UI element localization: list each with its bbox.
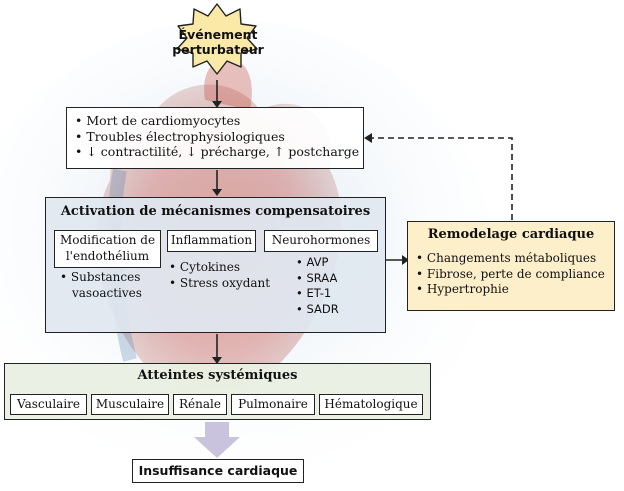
systemic-item-pulmonaire: Pulmonaire — [231, 394, 315, 415]
effects-box — [66, 107, 364, 169]
endothelium-box — [54, 230, 161, 268]
inflammation-list — [169, 260, 270, 291]
effects-list — [75, 113, 359, 160]
neurohormone-item: • ET-1 — [296, 286, 339, 302]
remodeling-item: • Changements métaboliques — [416, 251, 605, 267]
systemic-item-renale: Rénale — [173, 394, 227, 415]
neurohormones-label: Neurohormones — [271, 233, 371, 247]
remodeling-item: • Fibrose, perte de compliance — [416, 267, 605, 283]
outcome-box — [132, 459, 304, 483]
event-label-line1: Événement — [178, 27, 258, 42]
remodeling-title: Remodelage cardiaque — [427, 227, 595, 242]
compensation-box — [45, 197, 386, 333]
endothelium-label-line2: l'endothélium — [65, 249, 150, 263]
systemic-item-musculaire: Musculaire — [91, 394, 169, 415]
remodeling-list — [416, 251, 605, 298]
systemic-item-vasculaire: Vasculaire — [10, 394, 87, 415]
inflammation-box — [167, 230, 256, 252]
neurohormones-box — [264, 230, 378, 252]
neurohormone-item: • AVP — [296, 255, 339, 271]
endothelium-list — [60, 270, 142, 301]
inflammation-label: Inflammation — [170, 233, 253, 247]
systemic-item-hematologique: Hématologique — [319, 394, 423, 415]
inflammation-item: • Stress oxydant — [169, 276, 270, 292]
endothelium-item-word2: vasoactives — [72, 285, 142, 300]
endothelium-item — [60, 270, 142, 301]
effect-item: • ↓ contractilité, ↓ précharge, ↑ postcharge — [75, 144, 359, 160]
effect-item: • Troubles électrophysiologiques — [75, 129, 359, 145]
systemic-box — [4, 363, 431, 420]
neurohormone-item: • SRAA — [296, 271, 339, 287]
neurohormones-list — [296, 255, 339, 317]
effect-item: • Mort de cardiomyocytes — [75, 113, 359, 129]
event-label-line2: perturbateur — [172, 42, 264, 57]
compensation-title: Activation de mécanismes compensatoires — [60, 204, 371, 219]
outcome-label: Insuffisance cardiaque — [138, 463, 298, 478]
remodeling-box — [407, 221, 615, 311]
neurohormone-item: • SADR — [296, 302, 339, 318]
endothelium-item-word1: Substances — [70, 270, 141, 284]
systemic-title: Atteintes systémiques — [137, 368, 298, 383]
inflammation-item: • Cytokines — [169, 260, 270, 276]
remodeling-item: • Hypertrophie — [416, 282, 605, 298]
endothelium-label-line1: Modification de — [59, 233, 156, 247]
